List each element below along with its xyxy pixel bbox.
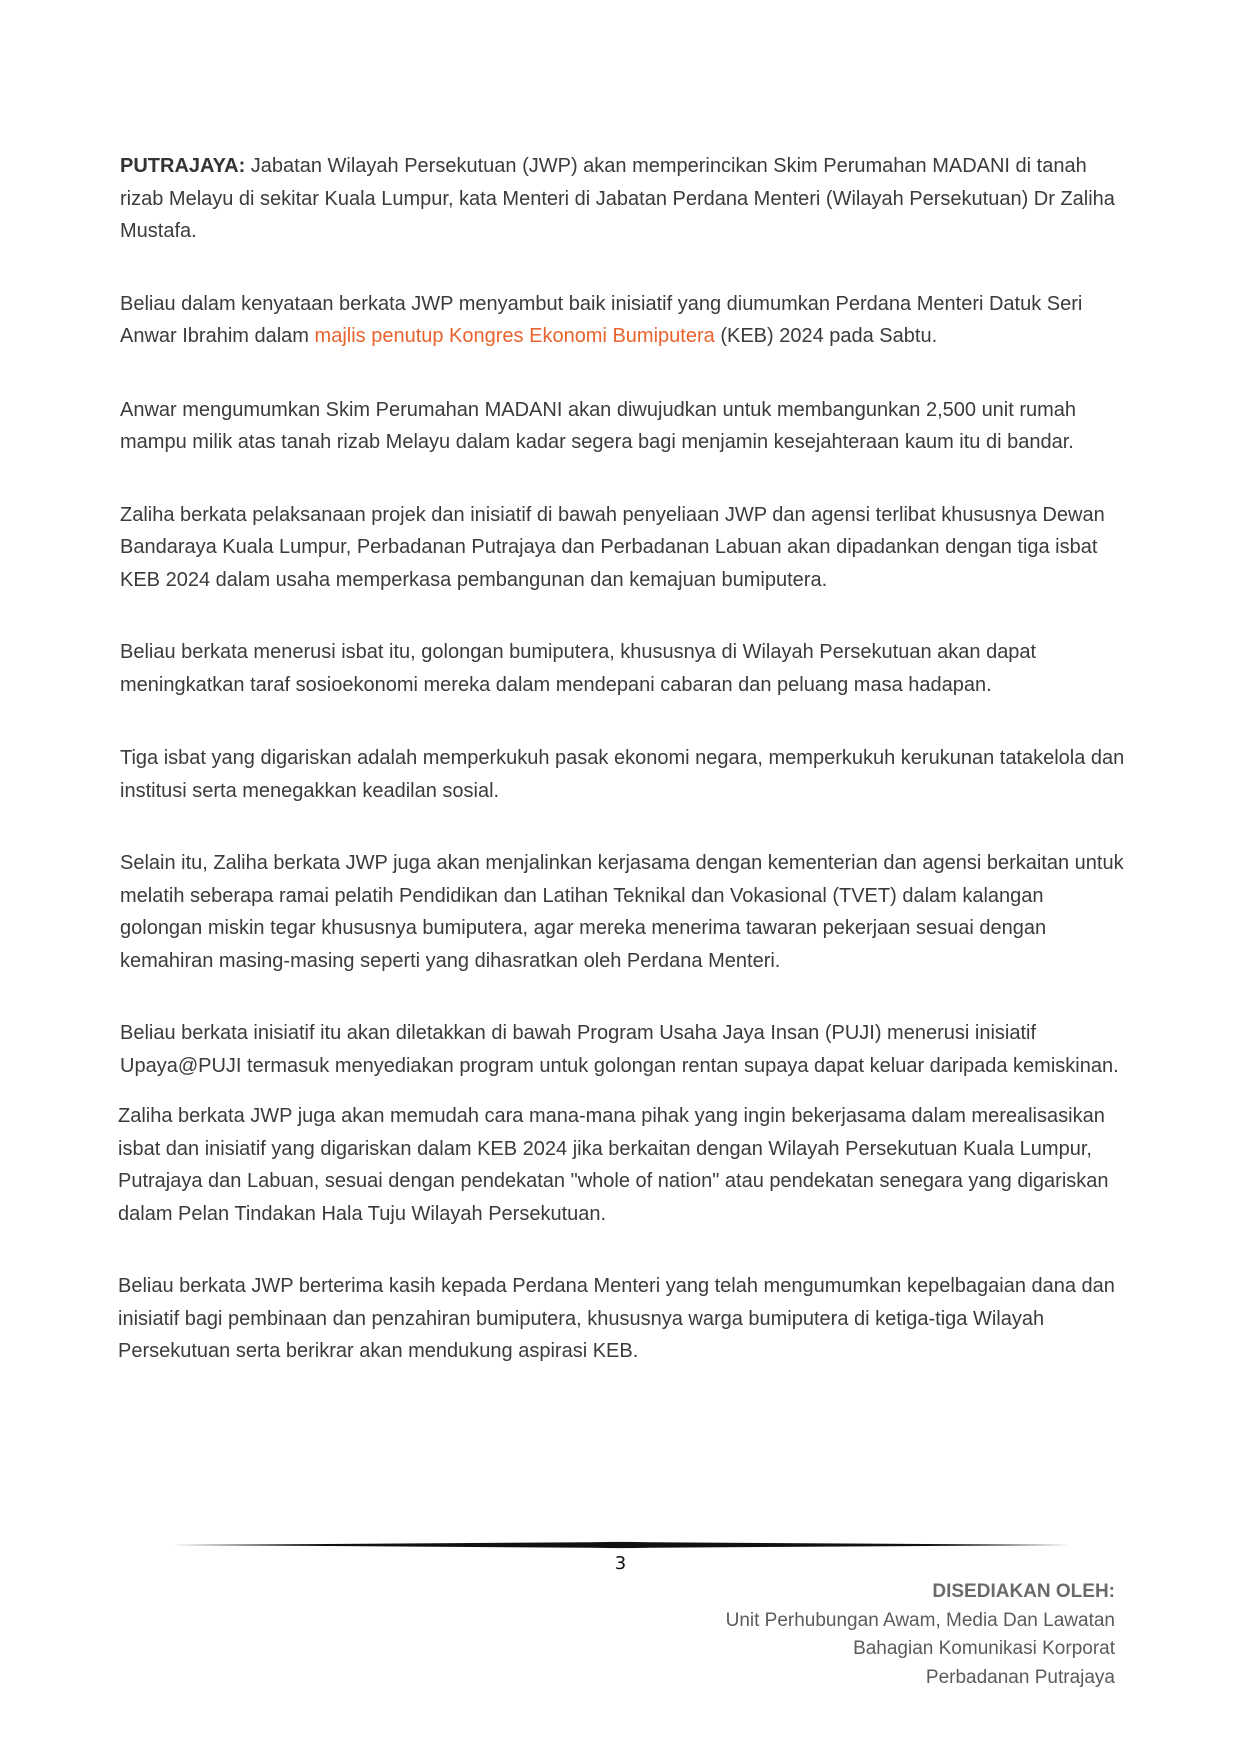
footer-heading: DISEDIAKAN OLEH: (932, 1581, 1115, 1602)
paragraph-3: Anwar mengumumkan Skim Perumahan MADANI akan diwujudkan untuk membangunkan 2,500 unit rumah mampu milik atas tanah rizab Melayu dalam kadar segera bagi menjamin kesejahteraan kaum itu di bandar. (120, 398, 1077, 453)
paragraph-5: Beliau berkata menerusi isbat itu, golongan bumiputera, khususnya di Wilayah Persekutuan akan dapat meningkatkan taraf sosioekonomi mereka dalam mendepani cabaran dan peluang masa hadapan. (120, 641, 1037, 696)
paragraph-10: Beliau berkata JWP berterima kasih kepada Perdana Menteri yang telah mengumumkan kepelbagaian dana dan inisiatif bagi pembinaan dan penzahiran bumiputera, khususnya warga bumiputera di ketiga-tiga Wilayah Persekutuan serta berikrar akan mendukung aspirasi KEB. (118, 1275, 1115, 1362)
paragraph-8: Beliau berkata inisiatif itu akan diletakkan di bawah Program Usaha Jaya Insan (PUJI) menerusi inisiatif Upaya@PUJI termasuk menyediakan program untuk golongan rentan supaya dapat keluar daripada kemiskinan. (120, 1022, 1119, 1077)
footer-divider (172, 1541, 1070, 1549)
paragraph-2-text-before: Beliau dalam kenyataan berkata JWP menyambut baik inisiatif yang diumumkan Perdana Menteri Datuk Seri Anwar Ibrahim dalam (120, 292, 1083, 347)
paragraph-1 (120, 150, 1130, 248)
page-number: 3 (614, 1553, 627, 1574)
paragraph-7: Selain itu, Zaliha berkata JWP juga akan menjalinkan kerjasama dengan kementerian dan agensi berkaitan untuk melatih seberapa ramai pelatih Pendidikan dan Latihan Teknikal dan Vokasional (TVET) dalam kalangan golongan miskin tegar khususnya bumiputera, agar mereka menerima tawaran pekerjaan sesuai dengan kemahiran masing-masing seperti yang dihasratkan oleh Perdana Menteri. (120, 852, 1124, 972)
footer-division: Bahagian Komunikasi Korporat (853, 1638, 1115, 1659)
paragraph-2-text-after: (KEB) 2024 pada Sabtu. (720, 325, 938, 347)
dateline: PUTRAJAYA: (120, 155, 246, 177)
paragraph-4: Zaliha berkata pelaksanaan projek dan inisiatif di bawah penyeliaan JWP dan agensi terlibat khususnya Dewan Bandaraya Kuala Lumpur, Perbadanan Putrajaya dan Perbadanan Labuan akan dipadankan dengan tiga isbat KEB 2024 dalam usaha memperkasa pembangunan dan kemajuan bumiputera. (120, 503, 1105, 591)
footer-organisation: Perbadanan Putrajaya (925, 1666, 1115, 1688)
paragraph-2 (120, 288, 1130, 353)
kongres-ekonomi-bumiputera-link[interactable]: majlis penutup Kongres Ekonomi Bumiputera (314, 325, 715, 347)
paragraph-9: Zaliha berkata JWP juga akan memudah cara mana-mana pihak yang ingin bekerjasama dalam merealisasikan isbat dan inisiatif yang digariskan dalam KEB 2024 jika berkaitan dengan Wilayah Persekutuan Kuala Lumpur, Putrajaya dan Labuan, sesuai dengan pendekatan "whole of nation" atau pendekatan senegara yang digariskan dalam Pelan Tindakan Hala Tuju Wilayah Persekutuan. (118, 1105, 1109, 1225)
footer-credits (726, 1578, 1115, 1692)
paragraph-1-text: Jabatan Wilayah Persekutuan (JWP) akan memperincikan Skim Perumahan MADANI di tanah rizab Melayu di sekitar Kuala Lumpur, kata Menteri di Jabatan Perdana Menteri (Wilayah Persekutuan) Dr Zaliha Mustafa. (120, 155, 1115, 242)
footer-unit: Unit Perhubungan Awam, Media Dan Lawatan (725, 1609, 1115, 1631)
paragraph-6: Tiga isbat yang digariskan adalah memperkukuh pasak ekonomi negara, memperkukuh kerukunan tatakelola dan institusi serta menegakkan keadilan sosial. (120, 747, 1125, 802)
article-body (120, 150, 1130, 1368)
